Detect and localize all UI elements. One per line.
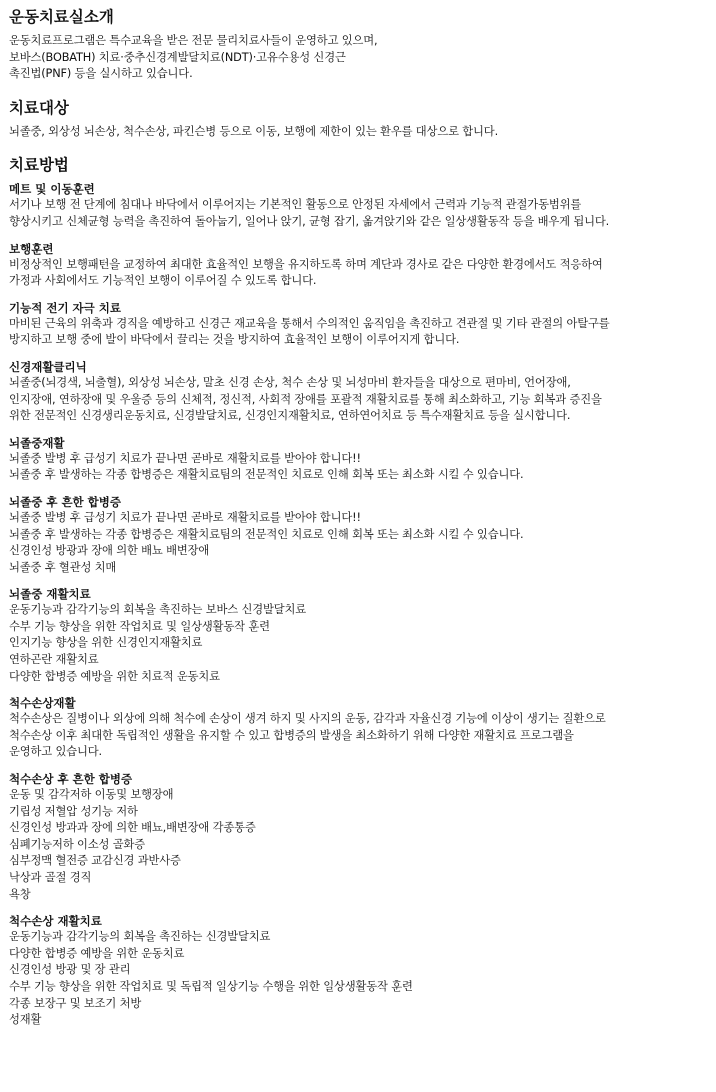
intro-line: 보바스(BOBATH) 치료·중추신경계발달치료(NDT)·고유수용성 신경근 xyxy=(9,50,346,64)
section-line: 심부정맥 혈전증 교감신경 과반사증 xyxy=(9,854,181,868)
section-heading: 보행훈련 xyxy=(9,241,54,256)
section-line: 운영하고 있습니다. xyxy=(9,745,102,759)
section-line: 각종 보장구 및 보조기 처방 xyxy=(9,996,142,1010)
method-stroke-rehab xyxy=(9,435,716,484)
section-line: 척수손상 이후 최대한 독립적인 생활을 유지할 수 있고 합병증의 발생을 최소화하기 위해 다양한 재활치료 프로그램을 xyxy=(9,728,574,742)
section-line: 뇌졸중 발병 후 급성기 치료가 끝나면 곧바로 재활치료를 받아야 합니다!! xyxy=(9,510,361,524)
section-line: 낙상과 골절 경직 xyxy=(9,871,92,884)
section-line: 마비된 근육의 위축과 경직을 예방하고 신경근 재교육을 통해서 수의적인 움직임을 촉진하고 견관절 및 기타 관절의 아탈구를 xyxy=(9,316,610,330)
intro-line: 촉진법(PNF) 등을 실시하고 있습니다. xyxy=(9,67,193,81)
section-line: 수부 기능 향상을 위한 작업치료 및 일상생활동작 훈련 xyxy=(9,619,270,633)
section-line: 인지기능 향상을 위한 신경인지재활치료 xyxy=(9,636,203,650)
section-line: 가정과 사회에서도 기능적인 보행이 이루어질 수 있도록 합니다. xyxy=(9,274,317,288)
section-heading: 뇌졸중재활 xyxy=(9,435,65,450)
intro-title: 운동치료실소개 xyxy=(9,8,114,26)
section-line: 향상시키고 신체균형 능력을 촉진하여 돌아눕기, 일어나 앉기, 균형 잡기, 옮겨앉기와 같은 일상생활동작 등을 배우게 됩니다. xyxy=(9,214,610,228)
section-heading: 뇌졸중 재활치료 xyxy=(9,587,91,602)
section-line: 수부 기능 향상을 위한 작업치료 및 독립적 일상기능 수행을 위한 일상생활동작 훈련 xyxy=(9,979,413,993)
section-heading: 메트 및 이동훈련 xyxy=(9,182,95,197)
section-line: 신경인성 방광과 장애 의한 배뇨 배변장애 xyxy=(9,544,210,558)
section-line: 운동기능과 감각기능의 회복을 촉진하는 보바스 신경발달치료 xyxy=(9,603,307,617)
section-line: 다양한 합병증 예방을 위한 운동치료 xyxy=(9,946,185,960)
method-sci-rehab xyxy=(9,695,716,761)
intro-line: 운동치료프로그램은 특수교육을 받은 전문 물리치료사들이 운영하고 있으며, xyxy=(9,34,378,47)
intro-section xyxy=(9,6,716,83)
section-line: 다양한 합병증 예방을 위한 치료적 운동치료 xyxy=(9,669,220,683)
method-sci-complications xyxy=(9,771,716,903)
section-heading: 척수손상재활 xyxy=(9,696,76,711)
method-fes xyxy=(9,300,716,349)
section-line: 위한 전문적인 신경생리운동치료, 신경발달치료, 신경인지재활치료, 연하연어치료 등 특수재활치료 등을 실시합니다. xyxy=(9,409,571,423)
section-line: 성재활 xyxy=(9,1013,42,1027)
section-line: 비정상적인 보행패턴을 교정하여 최대한 효율적인 보행을 유지하도록 하며 계단과 경사로 같은 다양한 환경에서도 적응하여 xyxy=(9,257,603,271)
section-line: 인지장애, 연하장애 및 우울증 등의 신체적, 정신적, 사회적 장애를 포괄적 재활치료를 통해 최소화하고, 기능 회복과 증진을 xyxy=(9,392,602,406)
section-line: 뇌졸중 후 발생하는 각종 합병증은 재활치료팀의 전문적인 치료로 인해 회복 또는 최소화 시킬 수 있습니다. xyxy=(9,468,524,482)
method-neuro-clinic xyxy=(9,359,716,425)
methods-section xyxy=(9,154,716,1028)
section-line: 뇌졸중 후 발생하는 각종 합병증은 재활치료팀의 전문적인 치료로 인해 회복 또는 최소화 시킬 수 있습니다. xyxy=(9,527,524,541)
section-line: 운동 및 감각저하 이동및 보행장애 xyxy=(9,788,174,802)
method-stroke-treatment xyxy=(9,586,716,685)
methods-title: 치료방법 xyxy=(9,156,69,175)
section-line: 서기나 보행 전 단계에 침대나 바닥에서 이루어지는 기본적인 활동으로 안정된 자세에서 근력과 기능적 관절가동범위를 xyxy=(9,198,582,212)
section-heading: 기능적 전기 자극 치료 xyxy=(9,300,121,315)
method-stroke-complications xyxy=(9,494,716,576)
section-line: 방지하고 보행 중에 발이 바닥에서 끌리는 것을 방지하여 효율적인 보행이 이루어지게 합니다. xyxy=(9,333,460,347)
section-heading: 척수손상 후 흔한 합병증 xyxy=(9,772,133,787)
section-line: 기립성 저혈압 성기능 저하 xyxy=(9,804,138,818)
section-line: 연하곤란 재활치료 xyxy=(9,653,99,667)
method-sci-treatment xyxy=(9,913,716,1029)
section-line: 척수손상은 질병이나 외상에 의해 척수에 손상이 생겨 하지 및 사지의 운동, 감각과 자율신경 기능에 이상이 생기는 질환으로 xyxy=(9,712,606,726)
section-line: 신경인성 방과과 장에 의한 배뇨,배변장애 각종통증 xyxy=(9,821,256,835)
section-line: 심폐기능저하 이소성 골화증 xyxy=(9,837,146,851)
section-heading: 신경재활클리닉 xyxy=(9,359,87,374)
target-line: 뇌졸중, 외상성 뇌손상, 척수손상, 파킨슨병 등으로 이동, 보행에 제한이 있는 환우를 대상으로 합니다. xyxy=(9,124,499,138)
section-line: 신경인성 방광 및 장 관리 xyxy=(9,963,131,977)
target-title: 치료대상 xyxy=(9,98,69,117)
method-mat-mobility xyxy=(9,181,716,230)
section-line: 뇌졸중 발병 후 급성기 치료가 끝나면 곧바로 재활치료를 받아야 합니다!! xyxy=(9,451,361,465)
section-heading: 척수손상 재활치료 xyxy=(9,914,102,929)
target-section xyxy=(9,97,716,141)
section-line: 뇌졸중(뇌경색, 뇌출혈), 외상성 뇌손상, 말초 신경 손상, 척수 손상 및 뇌성마비 환자들을 대상으로 편마비, 언어장애, xyxy=(9,375,571,389)
section-line: 욕창 xyxy=(9,887,31,901)
section-line: 운동기능과 감각기능의 회복을 촉진하는 신경발달치료 xyxy=(9,930,271,944)
method-gait-training xyxy=(9,241,716,290)
section-heading: 뇌졸중 후 흔한 합병증 xyxy=(9,494,121,509)
section-line: 뇌졸중 후 혈관성 치매 xyxy=(9,560,117,574)
